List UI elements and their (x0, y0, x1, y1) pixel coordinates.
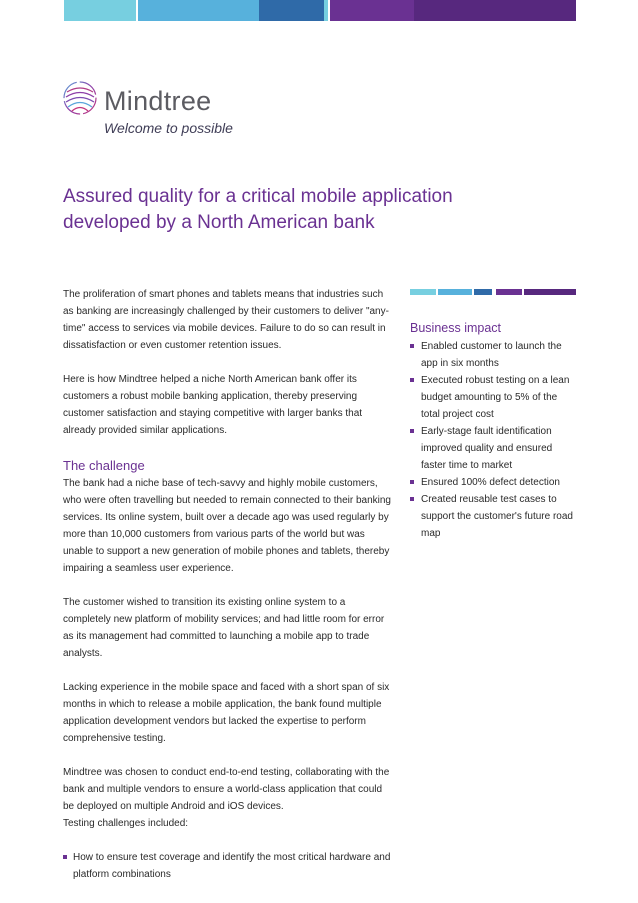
list-item (410, 491, 576, 542)
page-title: Assured quality for a critical mobile application developed by a North American bank (63, 186, 453, 233)
mindtree-logo (62, 80, 233, 136)
business-impact-panel (410, 289, 576, 542)
brand-tagline: Welcome to possible (104, 120, 233, 136)
top-bar-segment (64, 0, 136, 21)
list-item (410, 372, 576, 423)
main-column (63, 286, 393, 883)
top-bar-segment (259, 0, 324, 21)
bullet-square-icon (410, 480, 414, 484)
side-bar-segment (524, 289, 576, 295)
bullet-square-icon (410, 497, 414, 501)
side-bar-segment (474, 289, 492, 295)
bullet-square-icon (410, 378, 414, 382)
testing-intro: Testing challenges included: (63, 818, 189, 829)
top-color-bar (64, 0, 576, 21)
list-item (410, 423, 576, 474)
side-bar-segment (496, 289, 522, 295)
challenge-paragraph: The bank had a niche base of tech-savvy and highly mobile customers, who were often travelling but needed to remain connected to their banking services. Its online system, built over a decade ago was used regularly by more than 10,000 customers from various parts of the world but was unable to support a new generation of mobile phones and tablets, thereby impairing a seamless user experience. (63, 478, 391, 574)
challenge-paragraph: Mindtree was chosen to conduct end-to-end testing, collaborating with the bank and multiple vendors to ensure a world-class application that could be deployed on multiple Android and iOS devices. (63, 767, 390, 812)
mindtree-swirl-icon (62, 80, 98, 116)
list-item (63, 849, 393, 883)
top-bar-segment (138, 0, 259, 21)
intro-paragraph: Here is how Mindtree helped a niche North American bank offer its customers a robust mobile banking application, thereby preserving customer satisfaction and staying competitive with larger banks that already provided similar applications. (63, 374, 363, 436)
side-bar-segment (438, 289, 472, 295)
list-item-text: Enabled customer to launch the app in six months (421, 341, 562, 369)
business-impact-heading: Business impact (410, 321, 502, 335)
bullet-square-icon (410, 344, 414, 348)
list-item-text: Executed robust testing on a lean budget amounting to 5% of the total project cost (421, 375, 570, 420)
business-impact-list (410, 338, 576, 542)
side-bar-segment (410, 289, 436, 295)
side-color-bar (410, 289, 576, 295)
list-item-text: Early-stage fault identification improved quality and ensured faster time to market (421, 426, 553, 471)
bullet-square-icon (410, 429, 414, 433)
list-item (410, 474, 576, 491)
challenge-heading: The challenge (63, 458, 145, 473)
list-item-text: How to ensure test coverage and identify the most critical hardware and platform combinations (73, 852, 391, 880)
testing-challenges-list (63, 849, 393, 883)
list-item (410, 338, 576, 372)
top-bar-segment (414, 0, 576, 21)
list-item-text: Created reusable test cases to support the customer's future road map (421, 494, 573, 539)
brand-name: Mindtree (104, 86, 212, 116)
challenge-paragraph: Lacking experience in the mobile space and faced with a short span of six months in which to release a mobile application, the bank found multiple application development vendors but lacked the expertise to perform comprehensive testing. (63, 682, 390, 744)
bullet-square-icon (63, 855, 67, 859)
intro-paragraph: The proliferation of smart phones and tablets means that industries such as banking are increasingly challenged by their customers to deliver "any-time" access to services via mobile devices. Failure to do so can result in dissatisfaction or even customer retention issues. (63, 289, 389, 351)
list-item-text: Ensured 100% defect detection (421, 477, 560, 488)
challenge-paragraph: The customer wished to transition its existing online system to a completely new platform of mobility services; and had little room for error as its management had committed to launching a mobile app to trade analysts. (63, 597, 385, 659)
top-bar-segment (330, 0, 414, 21)
